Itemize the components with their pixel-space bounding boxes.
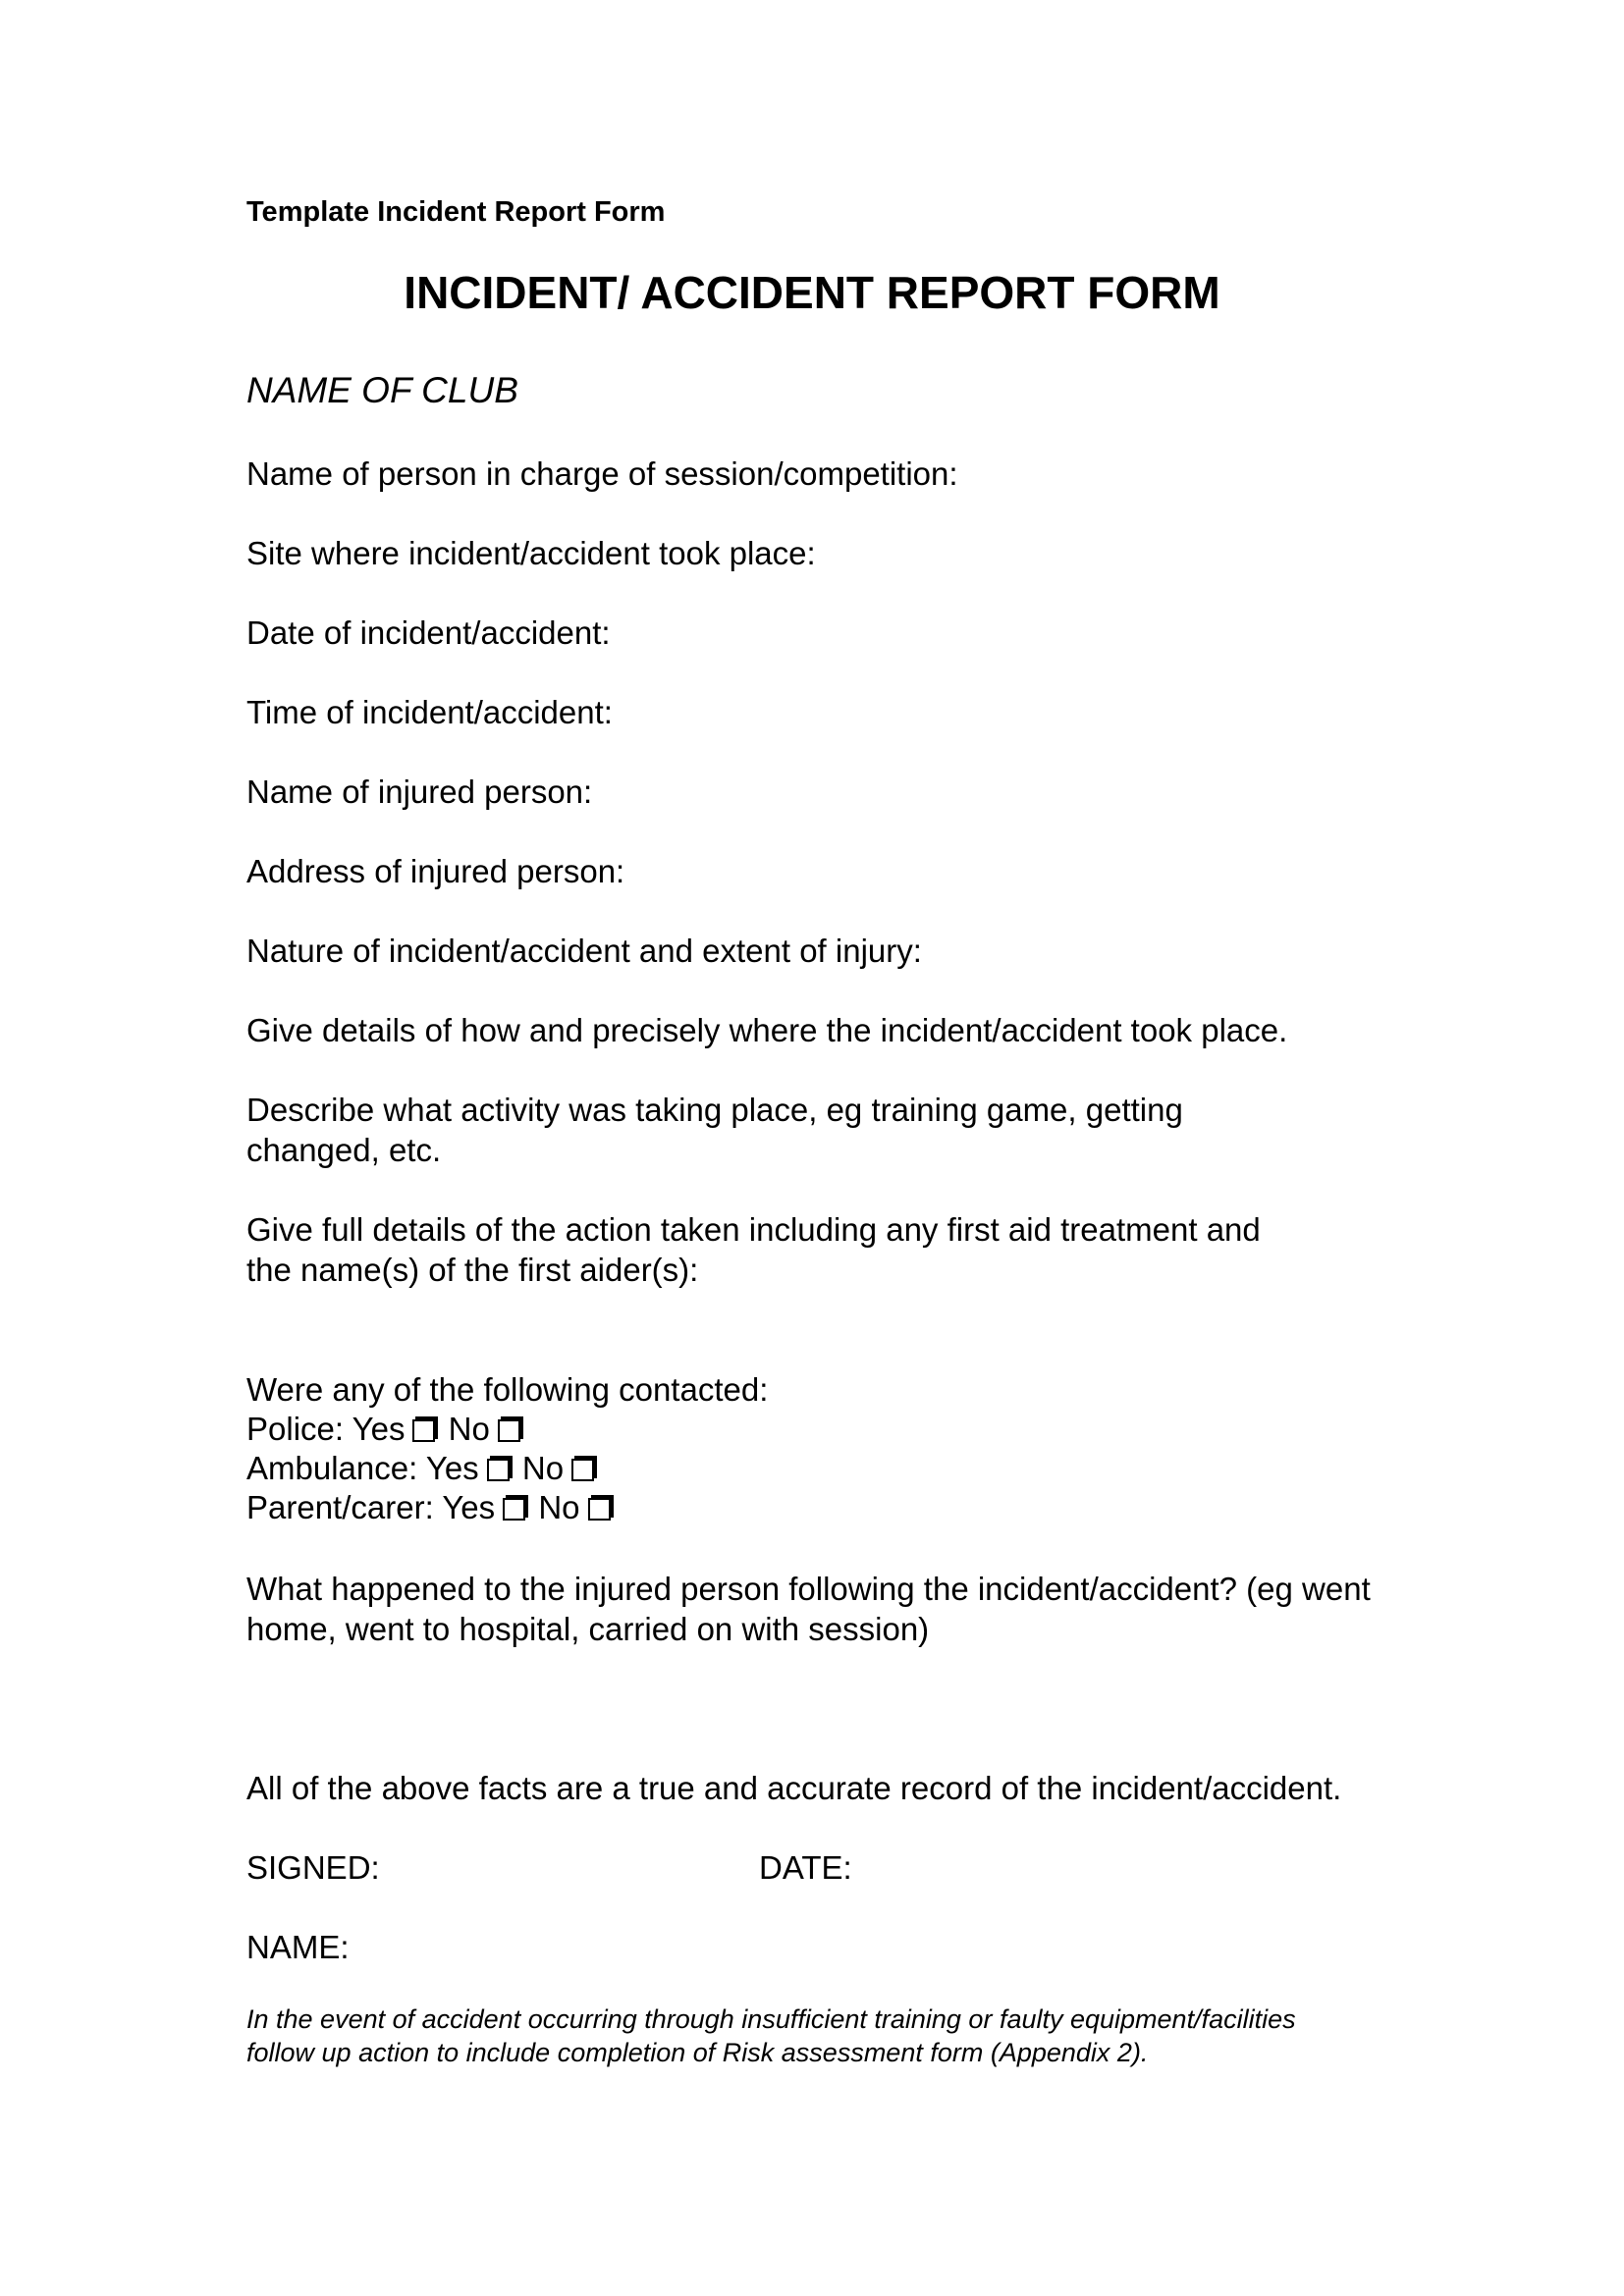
- incident-details-label: Give details of how and precisely where the incident/accident took place.: [246, 1012, 1288, 1048]
- contact-label-parent-carer: Parent/carer:: [246, 1489, 434, 1525]
- yes-label: Yes: [352, 1411, 406, 1447]
- contact-row-parent-carer: [246, 1487, 615, 1527]
- ambulance-yes-checkbox[interactable]: [487, 1459, 510, 1481]
- person-in-charge-label: Name of person in charge of session/competition:: [246, 455, 958, 492]
- no-label: No: [538, 1489, 580, 1525]
- footnote: [246, 2002, 1296, 2069]
- police-yes-checkbox[interactable]: [412, 1419, 435, 1442]
- activity-description-label: [246, 1090, 1183, 1170]
- action-line-1: Give full details of the action taken including any first aid treatment and: [246, 1211, 1261, 1248]
- no-label: No: [448, 1411, 490, 1447]
- outcome-line-1: What happened to the injured person following the incident/accident? (eg went: [246, 1571, 1371, 1607]
- activity-line-2: changed, etc.: [246, 1132, 442, 1168]
- template-heading: Template Incident Report Form: [246, 196, 666, 228]
- activity-line-1: Describe what activity was taking place, eg training game, getting: [246, 1092, 1183, 1128]
- contact-label-ambulance: Ambulance:: [246, 1450, 418, 1486]
- yes-label: Yes: [442, 1489, 496, 1525]
- time-of-incident-label: Time of incident/accident:: [246, 694, 613, 730]
- action-line-2: the name(s) of the first aider(s):: [246, 1252, 699, 1288]
- date-of-incident-label: Date of incident/accident:: [246, 614, 611, 651]
- nature-of-injury-label: Nature of incident/accident and extent of injury:: [246, 933, 922, 969]
- injured-person-name-label: Name of injured person:: [246, 774, 593, 810]
- no-label: No: [521, 1450, 565, 1486]
- footnote-line-1: In the event of accident occurring through insufficient training or faulty equipment/facilities: [246, 2004, 1296, 2034]
- signed-label: SIGNED:: [246, 1849, 380, 1886]
- contact-row-police: [246, 1409, 524, 1449]
- ambulance-no-checkbox[interactable]: [571, 1459, 594, 1481]
- parent-carer-no-checkbox[interactable]: [588, 1498, 611, 1521]
- injured-person-address-label: Address of injured person:: [246, 853, 625, 889]
- site-label: Site where incident/accident took place:: [246, 535, 816, 571]
- contact-row-ambulance: [246, 1448, 598, 1488]
- form-title: INCIDENT/ ACCIDENT REPORT FORM: [404, 267, 1220, 318]
- club-name-placeholder: NAME OF CLUB: [246, 370, 518, 410]
- police-no-checkbox[interactable]: [498, 1419, 520, 1442]
- contact-label-police: Police:: [246, 1411, 345, 1447]
- action-taken-label: [246, 1209, 1261, 1290]
- parent-carer-yes-checkbox[interactable]: [503, 1498, 525, 1521]
- outcome-line-2: home, went to hospital, carried on with session): [246, 1611, 930, 1647]
- footnote-line-2: follow up action to include completion of Risk assessment form (Appendix 2).: [246, 2038, 1149, 2067]
- declaration-statement: All of the above facts are a true and accurate record of the incident/accident.: [246, 1770, 1342, 1806]
- contacted-heading: Were any of the following contacted:: [246, 1371, 769, 1408]
- yes-label: Yes: [425, 1450, 479, 1486]
- outcome-label: [246, 1569, 1371, 1649]
- name-label: NAME:: [246, 1929, 350, 1965]
- date-label: DATE:: [759, 1849, 852, 1886]
